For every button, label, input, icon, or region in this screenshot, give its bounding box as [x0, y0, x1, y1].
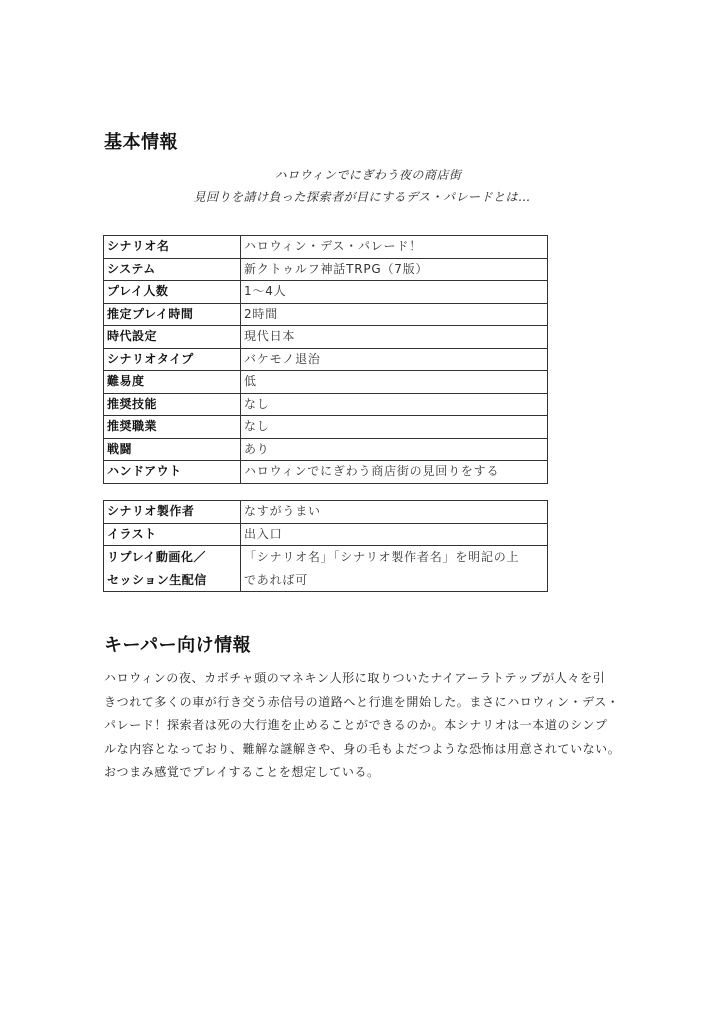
section-heading-keeper-info: キーパー向け情報 [104, 635, 252, 656]
row-value: バケモノ退治 [241, 348, 548, 371]
row-label: シナリオタイプ [104, 348, 241, 371]
table-row [104, 501, 548, 524]
paragraph-line: おつまみ感覚でプレイすることを想定している。 [104, 765, 380, 779]
row-value-line-2: であれば可 [244, 572, 309, 587]
row-label: シナリオ名 [104, 236, 241, 259]
row-value [241, 546, 548, 592]
row-label: プレイ人数 [104, 281, 241, 304]
row-value: なし [241, 416, 548, 439]
row-value: 低 [241, 371, 548, 394]
table-row [104, 393, 548, 416]
row-value: 出入口 [241, 523, 548, 546]
table-row [104, 326, 548, 349]
row-label: 時代設定 [104, 326, 241, 349]
paragraph-line: パレード！探索者は死の大行進を止めることができるのか。本シナリオは一本道のシンプ [104, 718, 608, 732]
row-value: 2時間 [241, 303, 548, 326]
row-label: ハンドアウト [104, 461, 241, 484]
section-heading-basic-info: 基本情報 [104, 132, 178, 153]
row-label: システム [104, 258, 241, 281]
row-label: 難易度 [104, 371, 241, 394]
table-row [104, 438, 548, 461]
row-label-line-1: リプレイ動画化／ [107, 550, 206, 564]
tagline-line-2: 見回りを請け負った探索者が目にするデス・パレードとは… [193, 190, 531, 204]
row-value-line-1: 「シナリオ名」「シナリオ製作者名」を明記の上 [244, 550, 520, 564]
table-row [104, 371, 548, 394]
row-label: イラスト [104, 523, 241, 546]
credits-table [103, 500, 548, 592]
row-label: 推定プレイ時間 [104, 303, 241, 326]
row-value: なし [241, 393, 548, 416]
row-label [104, 546, 241, 592]
table-row [104, 348, 548, 371]
table-row [104, 461, 548, 484]
row-value: ハロウィン・デス・パレード！ [241, 236, 548, 259]
paragraph-line: ルな内容となっており、難解な謎解きや、身の毛もよだつような恐怖は用意されていない。 [104, 741, 621, 756]
row-value: 新クトゥルフ神話TRPG（7版） [241, 258, 548, 281]
tagline-line-1: ハロウィンでにぎわう夜の商店街 [274, 168, 462, 182]
table-row [104, 416, 548, 439]
row-label: 推奨技能 [104, 393, 241, 416]
paragraph-line: ハロウィンの夜、カボチャ頭のマネキン人形に取りついたナイアーラトテップが人々を引 [104, 671, 606, 685]
keeper-info-paragraph [104, 667, 624, 785]
row-value: ハロウィンでにぎわう商店街の見回りをする [241, 461, 548, 484]
table-row [104, 303, 548, 326]
row-label: シナリオ製作者 [104, 501, 241, 524]
basic-info-table [103, 235, 548, 484]
paragraph-line: きつれて多くの車が行き交う赤信号の道路へと行進を開始した。まさにハロウィン・デス・ [104, 694, 620, 709]
row-value: あり [241, 438, 548, 461]
table-row [104, 258, 548, 281]
row-label-line-2: セッション生配信 [107, 572, 207, 587]
table-row [104, 236, 548, 259]
row-value: 現代日本 [241, 326, 548, 349]
table-row [104, 281, 548, 304]
row-label: 戦闘 [104, 438, 241, 461]
row-label: 推奨職業 [104, 416, 241, 439]
row-value: 1〜4人 [241, 281, 548, 304]
table-row [104, 523, 548, 546]
row-value: なすがうまい [241, 501, 548, 524]
table-row [104, 546, 548, 592]
